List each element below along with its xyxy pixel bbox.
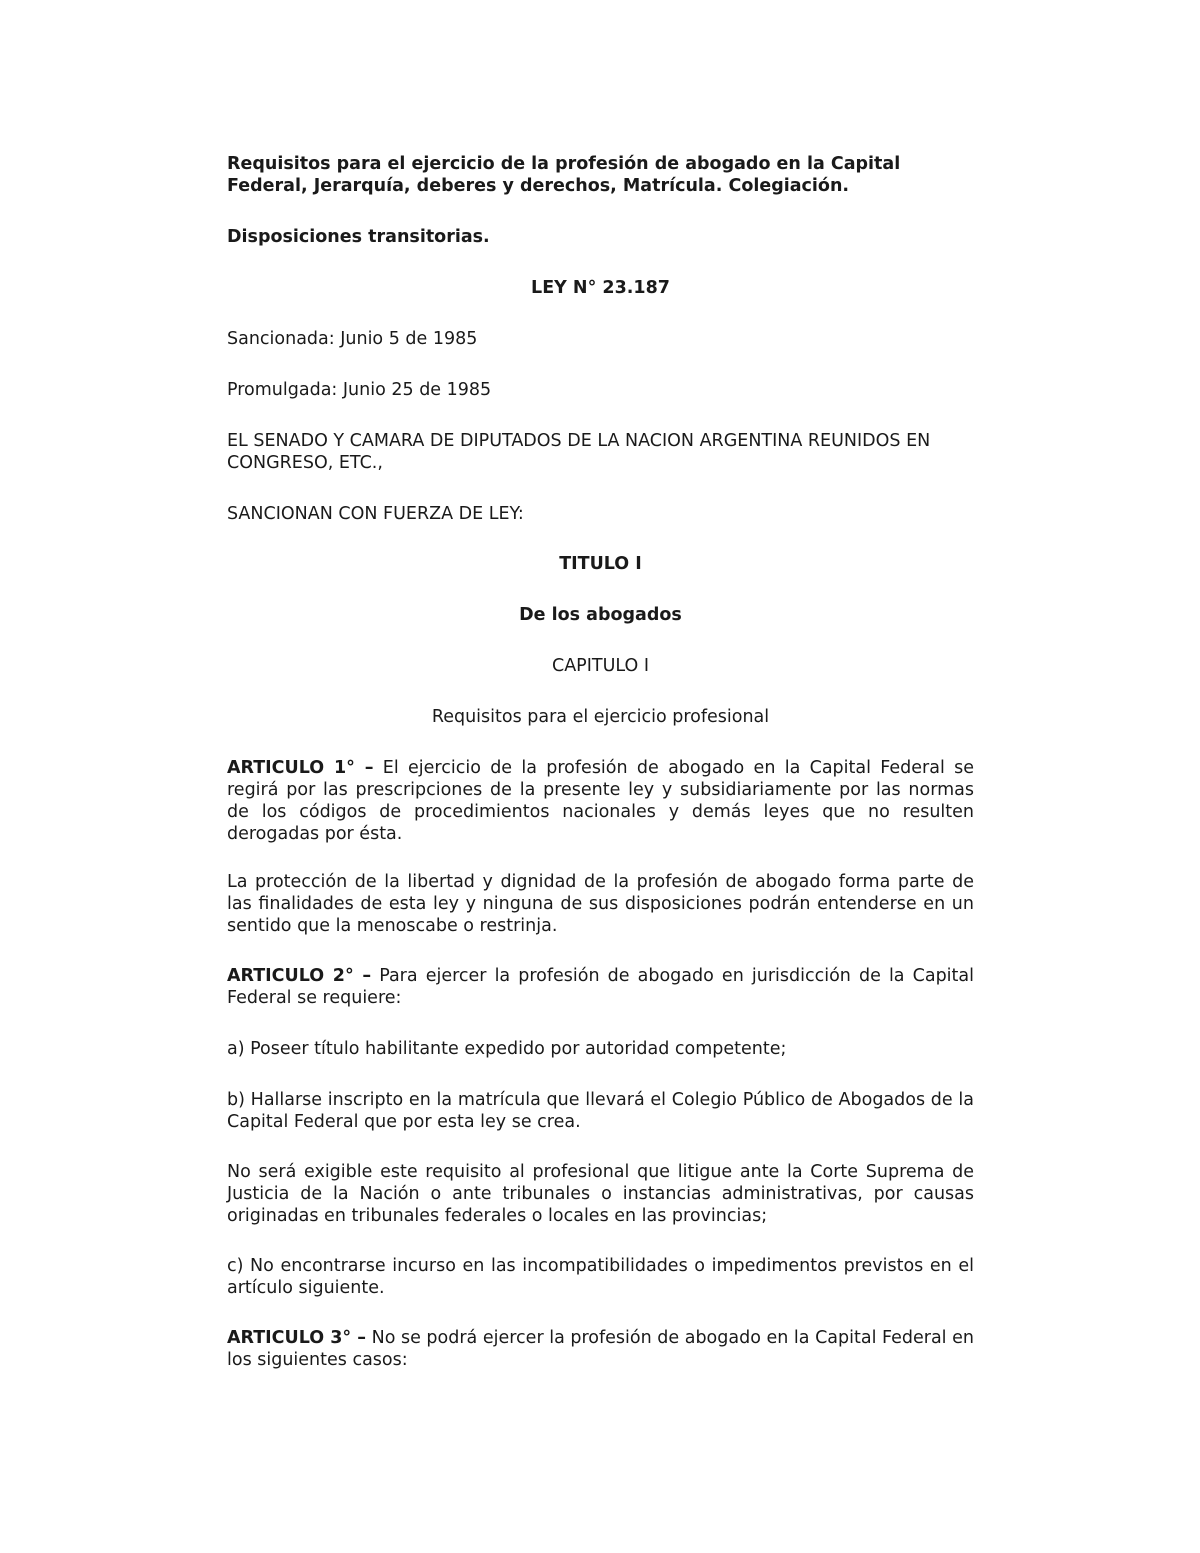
article-2 xyxy=(227,965,974,1009)
article-3-text: No se podrá ejercer la profesión de abogado en la Capital Federal en los siguientes casos: xyxy=(227,1328,974,1370)
law-number: LEY N° 23.187 xyxy=(531,278,670,298)
article-2-exception: No será exigible este requisito al profesional que litigue ante la Corte Suprema de Justicia de la Nación o ante tribunales o instancias administrativas, por causas originadas en tribunales federales o locales en las provincias; xyxy=(227,1162,974,1226)
article-2-item-a: a) Poseer título habilitante expedido por autoridad competente; xyxy=(227,1039,787,1059)
article-1 xyxy=(227,757,974,845)
article-2-text: Para ejercer la profesión de abogado en jurisdicción de la Capital Federal se requiere: xyxy=(227,966,974,1008)
titulo-subtitle: De los abogados xyxy=(519,605,682,625)
enactment-clause: SANCIONAN CON FUERZA DE LEY: xyxy=(227,504,524,524)
article-2-item-c: c) No encontrarse incurso en las incompatibilidades o impedimentos previstos en el artículo siguiente. xyxy=(227,1256,974,1298)
article-1-label: ARTICULO 1° – xyxy=(227,758,374,778)
capitulo-heading: CAPITULO I xyxy=(551,656,650,676)
document-heading-line-1: Requisitos para el ejercicio de la profesión de abogado en la Capital xyxy=(227,154,901,174)
dispositions-heading: Disposiciones transitorias. xyxy=(227,227,490,247)
article-1-text: El ejercicio de la profesión de abogado en la Capital Federal se regirá por las prescripciones de la presente ley y subsidiariamente por las normas de los códigos de procedimientos nacionales y demás leyes que no resulten derogadas por ésta. xyxy=(227,758,974,844)
titulo-heading: TITULO I xyxy=(559,554,642,574)
article-3-label: ARTICULO 3° – xyxy=(227,1328,367,1348)
article-2-label: ARTICULO 2° – xyxy=(227,966,372,986)
preamble-line-1: EL SENADO Y CAMARA DE DIPUTADOS DE LA NACION ARGENTINA REUNIDOS EN xyxy=(227,431,931,451)
article-2-item-b: b) Hallarse inscripto en la matrícula que llevará el Colegio Público de Abogados de la Capital Federal que por esta ley se crea. xyxy=(227,1090,974,1132)
sancionada-date: Sancionada: Junio 5 de 1985 xyxy=(227,329,478,349)
article-1-paragraph-2: La protección de la libertad y dignidad de la profesión de abogado forma parte de las finalidades de esta ley y ninguna de sus disposiciones podrán entenderse en un sentido que la menoscabe o restrinja. xyxy=(227,872,974,936)
document-heading-line-2: Federal, Jerarquía, deberes y derechos, Matrícula. Colegiación. xyxy=(227,176,850,196)
preamble-line-2: CONGRESO, ETC., xyxy=(227,453,383,473)
promulgada-date: Promulgada: Junio 25 de 1985 xyxy=(227,380,492,400)
article-3 xyxy=(227,1327,974,1371)
capitulo-subtitle: Requisitos para el ejercicio profesional xyxy=(431,707,770,727)
